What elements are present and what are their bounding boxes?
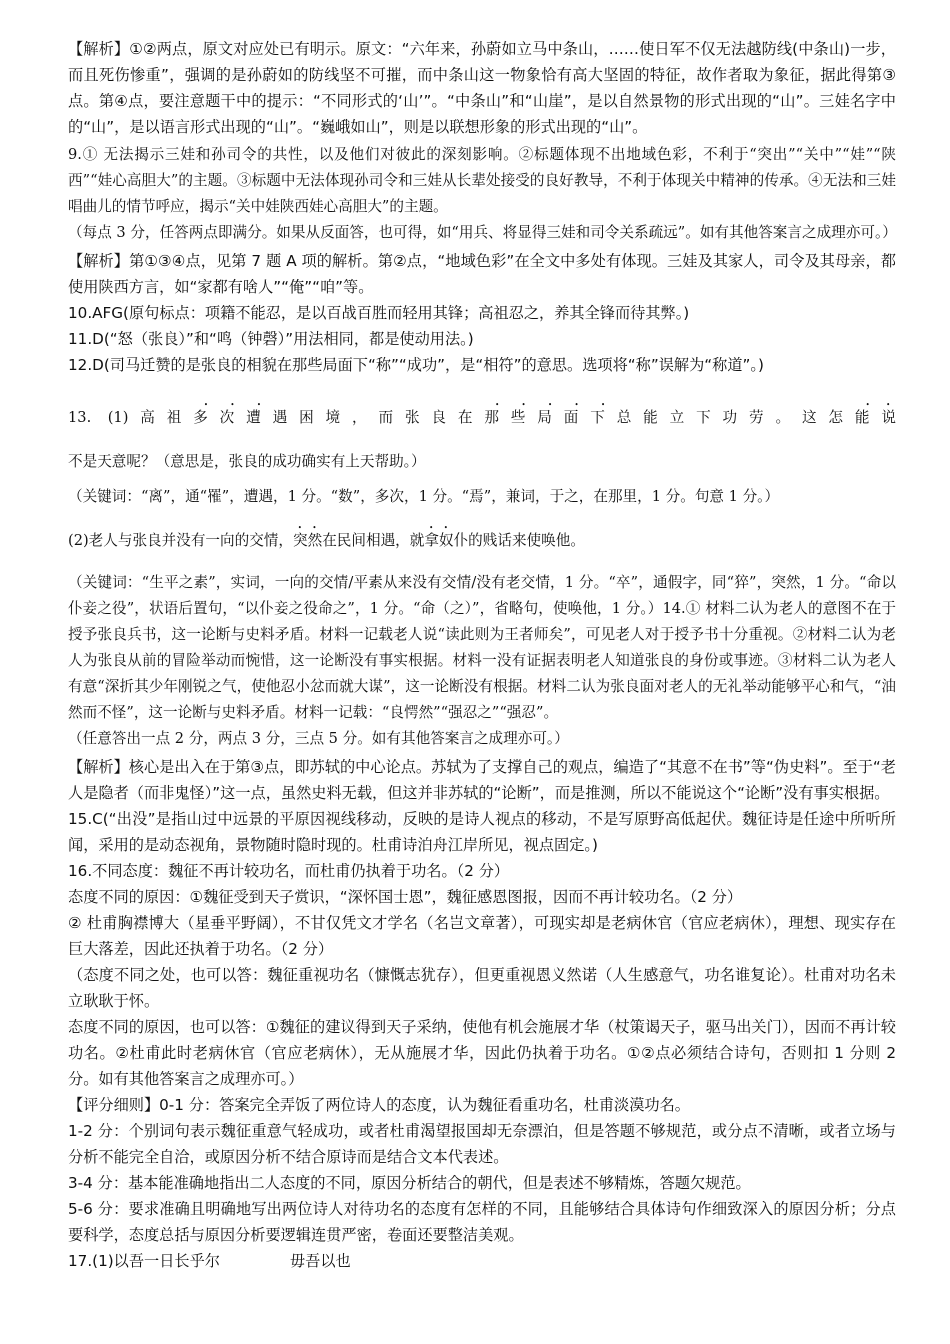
answer-q11: 11.D(“怒（张良）”和“鸣（钟磬）”用法相同，都是使动用法。) <box>68 330 474 348</box>
answer-q16-reason-2: ② 杜甫胸襟博大（星垂平野阔），不甘仅凭文才学名（名岂文章著），可现实却是老病休官（官应老病休），理想、现实存在巨大落差，因此还执着于功名。（2 分） <box>68 914 896 958</box>
q13-1-part-a: 13. (1)高祖 <box>68 409 194 426</box>
answer-q16-attitude: 16.不同态度：魏征不再计较功名，而杜甫仍执着于功名。（2 分） <box>68 862 510 880</box>
q13-2-part-e: 仆的贱话来使唤他。 <box>453 532 585 549</box>
q13-2-emphasis-nu: 拿奴 <box>424 532 454 549</box>
q13-1-emphasis-yan: 那些局面下 <box>484 409 617 426</box>
answer-q12: 12.D(司马迁赞的是张良的相貌在那些局面下“称”“成功”，是“相符”的意思。选项将“称”误解为“称道”。) <box>68 356 764 374</box>
q13-1-emphasis-neng: 能说 <box>854 409 896 426</box>
answer-q16-reason-1: 态度不同的原因：①魏征受到天子赏识，“深怀国士恩”，魏征感恩图报，因而不再计较功名。（2 分） <box>68 888 743 906</box>
analysis-q14: 【解析】核心是出入在于第③点，即苏轼的中心论点。苏轼为了支撑自己的观点，编造了“其意不在书”等“伪史料”。至于“老人是隐者（而非鬼怪）”这一点，虽然史料无载，但这并非苏轼的“论断”，而是推测，所以不能说这个“论断”没有事实根据。 <box>68 758 896 802</box>
q13-1-part-c: 遇困境，而张良在 <box>272 409 485 426</box>
answer-q10: 10.AFG(原句标点：项籍不能忍，是以百战百胜而轻用其锋；高祖忍之，养其全锋而待其弊。) <box>68 304 690 322</box>
scoring-note-q13-2-and-answer-q14: （关键词：“生平之素”，实词，一向的交情/平素从来没有交情/没有老交情，1 分。“卒”，通假字，同“猝”，突然，1 分。“命以仆妾之役”，状语后置句，“以仆妾之役命之”，1 分。“命（之）”，省略句，使唤他，1 分。）14.① 材料二认为老人的意图不在于授予张良兵书，这一论断与史料矛盾。材料一记载老人说“读此则为王者师矣”，可见老人对于授予书十分重视。②材料二认为老人为张良从前的冒险举动而惋惜，这一论断没有事实根据。材料一没有证据表明老人知道张良的身份或事迹。③材料二认为老人有意“深折其少年刚锐之气，使他忍小忿而就大谋”，这一论断没有根据。材料二认为张良面对老人的无礼举动能够平心和气，“油然而不怪”，这一论断与史料矛盾。材料一记载：“良愕然”“强忍之”“强忍”。 <box>68 574 896 721</box>
q13-2-emphasis-turan: 突然 <box>293 532 323 549</box>
q13-1-part-g: 不是天意呢？（意思是，张良的成功确实有上天帮助。） <box>68 453 426 470</box>
rubric-1-2: 1-2 分：个别词句表示魏征重意气轻成功，或者杜甫渴望报国却无奈漂泊，但是答题不够规范，或分点不清晰，或者立场与分析不能完全自洽，或原因分析不结合原诗而是结合文本代表述。 <box>68 1122 896 1166</box>
answer-q9: 9.① 无法揭示三娃和孙司令的共性，以及他们对彼此的深刻影响。②标题体现不出地域色彩，不利于“突出”“关中”“娃”“陕西”“娃心高胆大”的主题。③标题中无法体现孙司令和三娃从长辈处接受的良好教导，不利于体现关中精神的传承。④无法和三娃唱曲儿的情节呼应，揭示“关中娃陕西娃心高胆大”的主题。 <box>68 146 896 215</box>
q13-1-emphasis-shu: 多次遭 <box>193 409 273 426</box>
answer-q17 <box>68 1248 896 1274</box>
answer-q13-1 <box>68 396 896 484</box>
rubric-0-1: 【评分细则】0-1 分：答案完全弄饭了两位诗人的态度，认为魏征看重功名，杜甫淡漠功名。 <box>68 1096 690 1114</box>
q13-1-part-e: 总能立下功劳。这怎 <box>616 409 855 426</box>
q17-blank-1: 17.(1)以吾一日长乎尔 <box>68 1252 220 1270</box>
scoring-note-q14: （任意答出一点 2 分，两点 3 分，三点 5 分。如有其他答案言之成理亦可。） <box>68 730 569 747</box>
scoring-note-q9: （每点 3 分，任答两点即满分。如果从反面答，也可得，如“用兵、将显得三娃和司令关系疏远”。如有其他答案言之成理亦可。） <box>68 224 897 241</box>
q13-2-part-a: (2)老人与张良并没有一向的交情， <box>68 532 293 549</box>
q17-blank-2: 毋吾以也 <box>289 1252 351 1270</box>
scoring-note-q13-1: （关键词：“离”，通“罹”，遭遇，1 分。“数”，多次，1 分。“焉”，兼词，于之，在那里，1 分。句意 1 分。） <box>68 488 780 505</box>
answer-q15: 15.C(“出没”是指山过中远景的平原因视线移动，反映的是诗人视点的移动，不是写原野高低起伏。魏征诗是任途中所听所闻，采用的是动态视角，景物随时隐时现的。杜甫诗泊舟江岸所见，视点固定。) <box>68 810 896 854</box>
answer-q16-alt-reason: 态度不同的原因，也可以答：①魏征的建议得到天子采纳，使他有机会施展才华（杖策谒天子，驱马出关门），因而不再计较功名。②杜甫此时老病休官（官应老病休），无从施展才华，因此仍执着于功名。①②点必须结合诗句，否则扣 1 分则 2 分。如有其他答案言之成理亦可。） <box>68 1018 896 1088</box>
analysis-q8: 【解析】①②两点，原文对应处已有明示。原文：“六年来，孙蔚如立马中条山，……使日军不仅无法越防线(中条山)一步，而且死伤惨重”，强调的是孙蔚如的防线坚不可摧，而中条山这一物象恰有高大坚固的特征，故作者取为象征，据此得第③点。第④点，要注意题干中的提示：“不同形式的‘山’”。“中条山”和“山崖”，是以自然景物的形式出现的“山”。三娃名字中的“山”，是以语言形式出现的“山”。“巍峨如山”，则是以联想形象的形式出现的“山”。 <box>68 40 896 136</box>
q13-2-part-c: 在民间相遇，就 <box>322 532 425 549</box>
rubric-3-4: 3-4 分：基本能准确地指出二人态度的不同，原因分析结合的朝代，但是表述不够精炼，答题欠规范。 <box>68 1174 751 1192</box>
answer-q13-2 <box>68 524 896 556</box>
answer-q16-alt-attitude: （态度不同之处，也可以答：魏征重视功名（慷慨志犹存），但更重视恩义然诺（人生感意气，功名谁复论）。杜甫对功名未立耿耿于怀。 <box>68 966 896 1010</box>
rubric-5-6: 5-6 分：要求准确且明确地写出两位诗人对待功名的态度有怎样的不同，且能够结合具体诗句作细致深入的原因分析；分点要科学，态度总括与原因分析要逻辑连贯严密，卷面还要整洁美观。 <box>68 1200 896 1244</box>
analysis-q9: 【解析】第①③④点，见第 7 题 A 项的解析。第②点，“地域色彩”在全文中多处有体现。三娃及其家人，司令及其母亲，都使用陕西方言，如“家都有啥人”“俺”“咱”等。 <box>68 252 896 296</box>
